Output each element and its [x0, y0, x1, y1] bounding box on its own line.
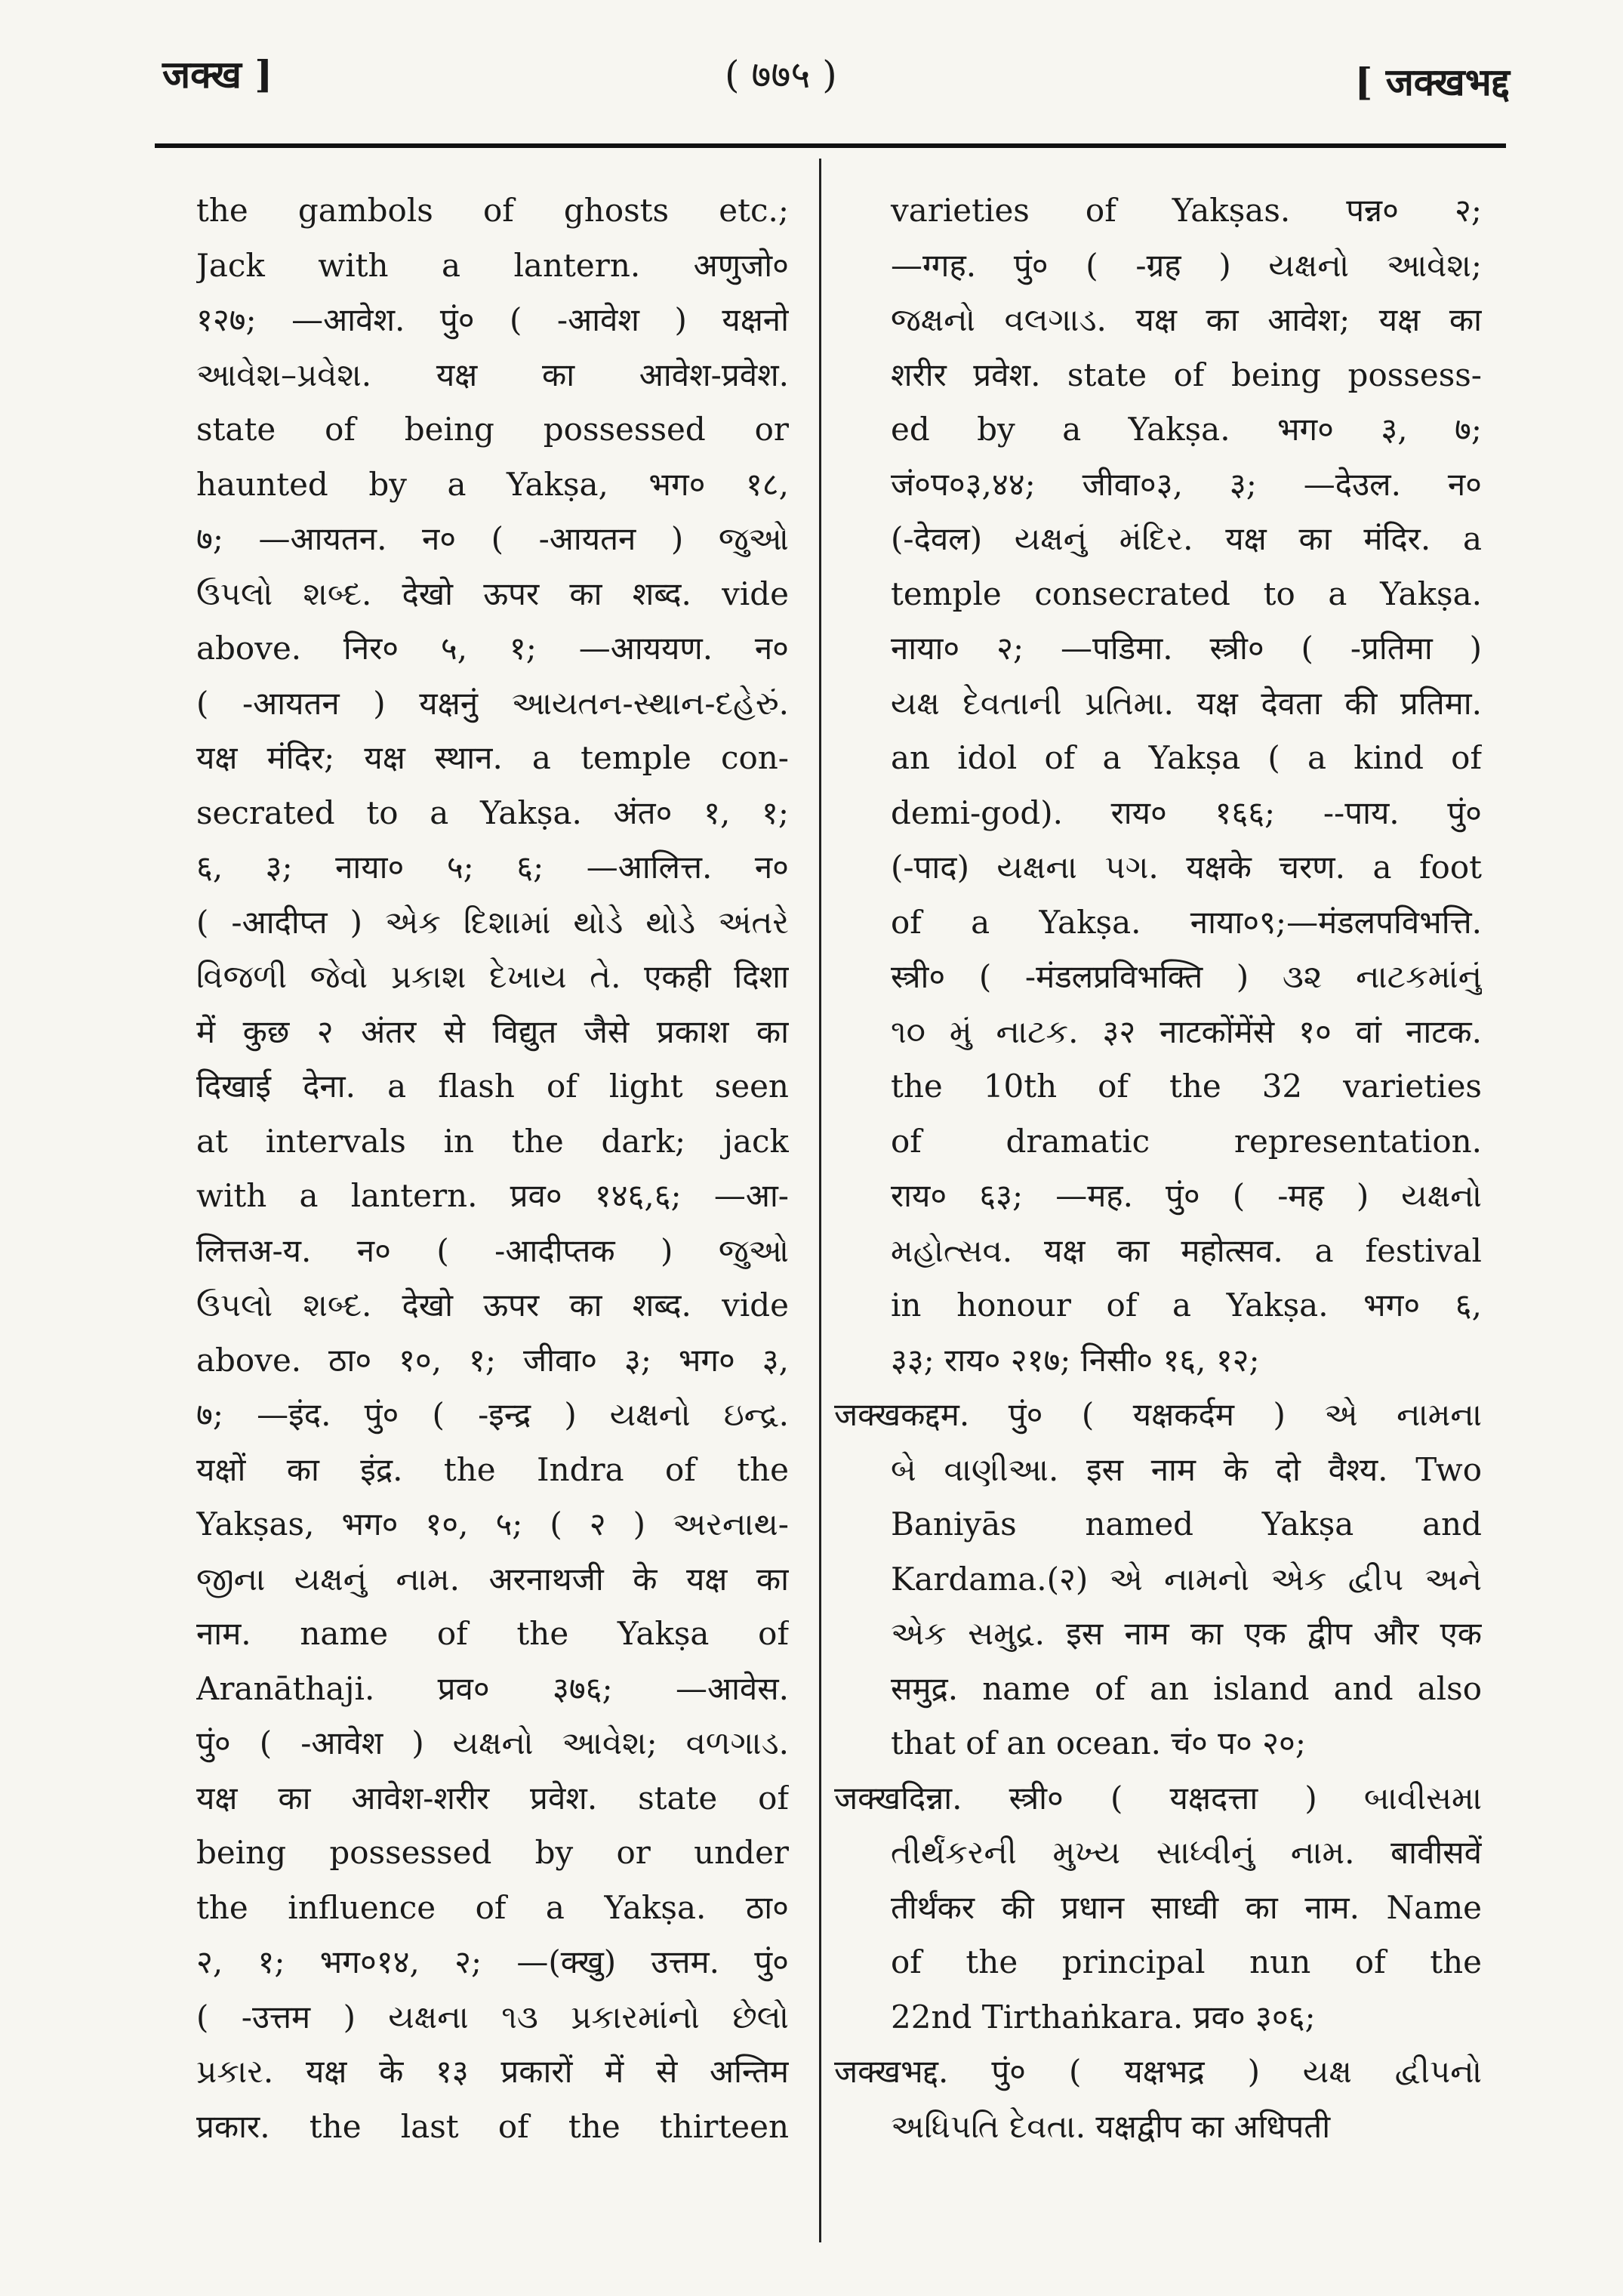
text-line: 22nd Tirthaṅkara. प्रव० ३०६; [891, 1998, 1316, 2036]
text-line: of dramatic representation. [891, 1122, 1482, 1160]
left-column [196, 183, 789, 2154]
text-line: Jack with a lantern. अणुजो० [196, 246, 789, 284]
text-line: नाया० २; —पडिमा. स्त्री० ( -प्रतिमा ) [891, 630, 1482, 667]
text-line: Baniyās named Yakṣa and [891, 1505, 1482, 1542]
text-line: with a lantern. प्रव० १४६,६; —आ- [196, 1177, 789, 1214]
text-line: the influence of a Yakṣa. ठा० [196, 1888, 789, 1926]
text-line: लित्तअ-य. न० ( -आदीप्तक ) જુઓ [196, 1231, 789, 1269]
text-line: ઉપલો શબ્દ. देखो ऊपर का शब्द. vide [196, 1287, 789, 1324]
text-line: यक्षों का इंद्र. the Indra of the [196, 1450, 789, 1488]
text-line: में कुछ २ अंतर से विद्युत जैसे प्रकाश का [196, 1012, 789, 1050]
text-line: an idol of a Yakṣa ( a kind of [891, 739, 1482, 776]
text-line: नाम. name of the Yakṣa of [196, 1615, 789, 1652]
text-line: એક સમુદ્ર. इस नाम का एक द्वीप और एक [891, 1615, 1482, 1652]
text-line: ( -आयतन ) यक्षनुं આયતન-સ્થાન-દહેરું. [196, 684, 789, 722]
text-line: of the principal nun of the [891, 1943, 1482, 1980]
text-line: १२७; —आवेश. पुं० ( -आवेश ) यक्षनो [196, 301, 789, 338]
text-line: Yakṣas, भग० १०, ५; ( २ ) અરનાથ- [196, 1505, 789, 1542]
text-line: the gambols of ghosts etc.; [196, 192, 789, 229]
text-line: (-पाद) યક્ષના પગ. यक्षके चरण. a foot [891, 849, 1482, 886]
text-line: વિજળી જેવો પ્રકાશ દેખાય તે. एकही दिशा [196, 958, 789, 995]
text-line: at intervals in the dark; jack [196, 1122, 789, 1160]
text-line: ઉપલો શબ્દ. देखो ऊपर का शब्द. vide [196, 575, 789, 612]
text-line: शरीर प्रवेश. state of being possess- [891, 356, 1482, 393]
text-line: ( -आदीप्त ) એક દિશામાં થોડે થોડે અંતરે [196, 903, 789, 941]
page-header [0, 42, 1623, 125]
text-line: in honour of a Yakṣa. भग० ६, [891, 1287, 1482, 1324]
header-right-guide-word: [ जक्खभद्द [1354, 60, 1510, 104]
text-line: being possessed by or under [196, 1834, 789, 1871]
text-line: पुं० ( -आवेश ) યક્ષનો આવેશ; વળગાડ. [196, 1724, 789, 1761]
text-line: समुद्र. name of an island and also [891, 1669, 1482, 1707]
text-line: —ग्गह. पुं० ( -ग्रह ) યક્ષનો આવેશ; [891, 246, 1482, 284]
text-line: (-देवल) યક્ષનું મંદિર. यक्ष का मंदिर. a [891, 520, 1482, 557]
text-line: यक्ष मंदिर; यक्ष स्थान. a temple con- [196, 739, 789, 776]
right-column [834, 183, 1482, 2154]
text-line: પ્રકાર. यक्ष के १३ प्रकारों में से अन्तिम [196, 2053, 789, 2090]
text-line: બે વાણીઆ. इस नाम के दो वैश्य. Two [891, 1450, 1482, 1488]
text-line: secrated to a Yakṣa. अंत० १, १; [196, 794, 789, 831]
text-line: जक्खदिन्ना. स्त्री० ( यक्षदत्ता ) બાવીસમા [834, 1779, 1482, 1817]
text-line: આવેશ–પ્રવેશ. यक्ष का आवेश-प्रवेश. [196, 356, 789, 393]
text-line: ७; —आयतन. न० ( -आयतन ) જુઓ [196, 520, 789, 557]
text-line: જક્ષનો વલગાડ. यक्ष का आवेश; यक्ष का [891, 301, 1482, 338]
text-line: યક્ષ દેવતાની પ્રતિમા. यक्ष देवता की प्रतिमा. [891, 684, 1482, 722]
column-divider [819, 159, 821, 2242]
text-line: जं०प०३,४४; जीवा०३, ३; —देउल. न० [891, 465, 1482, 503]
text-line: અધિપતિ દેવતા. यक्षद्वीप का अधिपती [891, 2107, 1331, 2145]
text-line: Aranāthaji. प्रव० ३७६; —आवेस. [196, 1669, 789, 1707]
text-line: temple consecrated to a Yakṣa. [891, 575, 1482, 612]
text-line: haunted by a Yakṣa, भग० १८, [196, 465, 789, 503]
header-rule [155, 143, 1506, 148]
text-line: यक्ष का आवेश-शरीर प्रवेश. state of [196, 1779, 789, 1817]
text-line: of a Yakṣa. नाया०९;—मंडलपविभत्ति. [891, 903, 1482, 941]
text-line: that of an ocean. चं० प० २०; [891, 1724, 1307, 1761]
text-line: जक्खकद्दम. पुं० ( यक्षकर्दम ) એ નામના [834, 1396, 1482, 1433]
text-line: જીના યક્ષનું નામ. अरनाथजी के यक्ष का [196, 1560, 789, 1598]
header-left-guide-word: जक्ख ] [162, 52, 273, 97]
text-line: મહોત્સવ. यक्ष का महोत्सव. a festival [891, 1231, 1482, 1269]
text-line: ६, ३; नाया० ५; ६; —आलित्त. न० [196, 849, 789, 886]
text-line: તીર્થંકરની મુખ્ય સાધ્વીનું નામ. बावीसवें [891, 1834, 1482, 1871]
page-number: ( ७७५ ) [725, 53, 837, 97]
text-line: the 10th of the 32 varieties [891, 1068, 1482, 1105]
text-line: above. निर० ५, १; —आययण. न० [196, 630, 789, 667]
text-line: राय० ६३; —मह. पुं० ( -मह ) યક્ષનો [891, 1177, 1482, 1214]
text-line: दिखाई देना. a flash of light seen [196, 1068, 789, 1105]
text-line: varieties of Yakṣas. पन्न० २; [891, 192, 1482, 229]
text-line: ७; —इंद. पुं० ( -इन्द्र ) યક્ષનો ઇન્દ્ર. [196, 1396, 789, 1433]
text-line: ( -उत्तम ) યક્ષના ૧૩ પ્રકારમાંનો છેલો [196, 1998, 789, 2036]
text-line: above. ठा० १०, १; जीवा० ३; भग० ३, [196, 1341, 789, 1379]
text-line: state of being possessed or [196, 411, 789, 448]
text-line: ३३; राय० २१७; निसी० १६, १२; [891, 1341, 1260, 1379]
text-line: demi-god). राय० १६६; --पाय. पुं० [891, 794, 1482, 831]
text-line: स्त्री० ( -मंडलप्रविभक्ति ) ૩૨ નાટકમાંનું [891, 958, 1482, 995]
text-line: २, १; भग०१४, २; —(क्खु) उत्तम. पुं० [196, 1943, 789, 1980]
text-line: तीर्थंकर की प्रधान साध्वी का नाम. Name [891, 1888, 1482, 1926]
text-line: ed by a Yakṣa. भग० ३, ७; [891, 411, 1482, 448]
text-line: Kardama.(२) એ નામનો એક દ્વીપ અને [891, 1560, 1482, 1598]
text-line: जक्खभद्द. पुं० ( यक्षभद्र ) યક્ષ દ્વીપનો [834, 2053, 1482, 2090]
text-line: ૧૦ મું નાટક. ३२ नाटकोंमेंसे १० वां नाटक. [891, 1012, 1482, 1050]
text-line: प्रकार. the last of the thirteen [196, 2107, 789, 2145]
